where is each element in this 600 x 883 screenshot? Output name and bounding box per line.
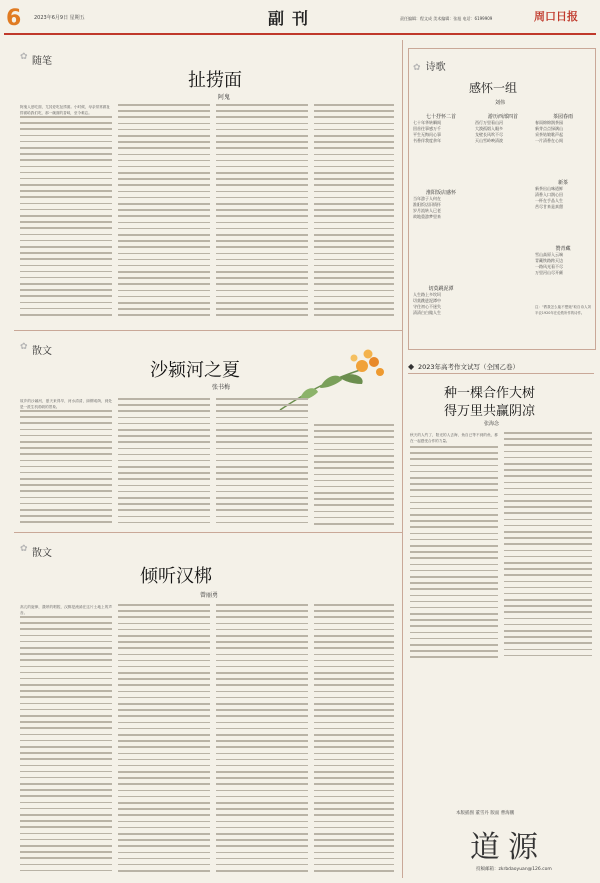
poem-line: 万里河山尽开颜 xyxy=(535,270,563,275)
poem-title: 新茶 xyxy=(557,180,568,186)
poem-line: 雪山高原入云端 xyxy=(535,252,563,257)
poem-line: 一杯在手品人生 xyxy=(535,198,563,203)
poem-4 xyxy=(475,113,531,144)
poem-line: 一片清香在心间 xyxy=(535,138,563,143)
poetry-footnote: 注："教我怎么能不想她"取自诗人刘半农1920年在伦敦所作的诗作。 xyxy=(535,305,591,315)
poem-line: 书香伴我度余年 xyxy=(413,138,441,143)
essay-body-col2 xyxy=(504,432,592,666)
poetry-box xyxy=(408,48,596,350)
poem-line: 新茶出山味道鲜 xyxy=(535,186,563,191)
section-label-sanwen xyxy=(20,342,60,357)
article-body-col3 xyxy=(216,604,308,878)
poem-line: 平生无悔问心事 xyxy=(413,132,441,137)
footer-brand: 道源 xyxy=(470,830,546,865)
article-body-col2 xyxy=(118,398,210,528)
poem-line: 西行万里看山河 xyxy=(475,120,503,125)
poem-line: 一路风光看不尽 xyxy=(535,264,563,269)
poem-line: 故地重游梦里来 xyxy=(413,214,441,219)
poetry-title: 感怀一组 xyxy=(469,81,518,95)
decoration-icon: ✿ xyxy=(20,52,28,62)
article-body-col2 xyxy=(118,104,210,326)
masthead-rule xyxy=(4,33,596,35)
poem-title: 七十抒怀二首 xyxy=(425,114,456,120)
poem-line: 春雨绵绵润茶园 xyxy=(535,120,563,125)
article-body-col3 xyxy=(216,398,308,528)
poem-line: 七十年华转瞬间 xyxy=(413,120,441,125)
poem-line: 清香入口润心田 xyxy=(535,192,563,197)
essay-title-1: 种一棵合作大树 xyxy=(444,386,536,401)
poem-title: 茶园春雨 xyxy=(552,114,573,120)
column-divider xyxy=(402,40,403,878)
article-text: 故乡的沙颍河，夏天来得早，河水清清，绿柳成荫，到处是一派生机勃勃的景象。 xyxy=(20,399,112,410)
poem-line: 回首往事感万千 xyxy=(413,126,441,131)
divider xyxy=(14,532,402,533)
poem-line: 大漠孤烟入眼多 xyxy=(475,126,503,131)
article-title: 倾听汉梆 xyxy=(140,566,212,587)
poem-line: 岁月流转人已老 xyxy=(413,208,441,213)
poem-6 xyxy=(535,179,591,210)
poem-1 xyxy=(413,113,469,144)
article-body-col1 xyxy=(20,116,112,326)
section-label: 随笔 xyxy=(32,56,52,67)
article-body-col1 xyxy=(20,410,112,528)
triangle-icon: ◆ xyxy=(408,362,415,371)
article-author: 曾丽勇 xyxy=(200,592,219,599)
poem-line: 采茶姑娘歌声起 xyxy=(535,132,563,137)
poem-line: 守住初心不迷失 xyxy=(413,304,441,309)
masthead xyxy=(0,0,600,34)
poem-title: 赞青藏 xyxy=(555,246,571,252)
poem-line: 人生路上多坎坷 xyxy=(413,292,441,297)
poem-line: 淮阳饭店旧情怀 xyxy=(413,202,441,207)
decoration-icon: ✿ xyxy=(20,544,28,554)
essay-label-bar xyxy=(408,360,594,374)
article-author: 张书梅 xyxy=(212,384,231,391)
issue-date: 2023年6月9日 星期五 xyxy=(34,15,85,21)
essay-text: 秋天的人约了，阳光的人去海，鱼自已等不到的鱼，都在一起感受合作的力量。 xyxy=(410,433,498,444)
poem-2 xyxy=(413,189,469,220)
poem-line: 新芽点点绿满山 xyxy=(535,126,563,131)
poem-5 xyxy=(535,113,591,144)
poem-line: 戈壁长风吹不尽 xyxy=(475,132,503,137)
section-label-shige xyxy=(413,55,446,74)
decoration-icon: ✿ xyxy=(413,63,421,73)
poem-title: 游历西部四首 xyxy=(487,114,518,120)
article-body-col4 xyxy=(314,424,394,528)
article-title: 沙颍河之夏 xyxy=(150,360,240,381)
essay-label: 2023年高考作文试写（全国乙卷） xyxy=(418,363,520,371)
contact-email: 投稿邮箱：zkrbdaoyuan@126.com xyxy=(476,867,552,872)
article-author: 阿鬼 xyxy=(218,94,231,101)
decoration-icon: ✿ xyxy=(20,342,28,352)
article-body-col1 xyxy=(20,616,112,878)
article-text: 阿鬼人爱吃面，尤其爱吃扯捞面。小时候，母亲常常做扯捞面给我们吃，那一碗面的香味，至今难忘。 xyxy=(20,105,110,116)
poem-3 xyxy=(413,285,469,316)
section-label-sanwen-2 xyxy=(20,544,60,559)
article-body-col4 xyxy=(314,604,394,878)
poem-line: 切莫跳进泥潭中 xyxy=(413,298,441,303)
poem-7 xyxy=(535,245,591,276)
poem-title: 淮阳饭店感怀 xyxy=(425,190,456,196)
poem-line: 当年游子人何在 xyxy=(413,196,441,201)
essay-author: 张海念 xyxy=(484,421,500,427)
divider xyxy=(14,330,402,331)
page-number: 6 xyxy=(6,6,22,31)
article-text: 高亢的旋律，激昂的唱腔，汉梆是流淌在这片土地上的声音。 xyxy=(20,605,112,616)
poem-line: 苦尽甘来是真甜 xyxy=(535,204,563,209)
poem-line: 青藏铁路跨天边 xyxy=(535,258,563,263)
newspaper-logo: 周口日报 xyxy=(534,10,578,23)
article-body-col2 xyxy=(118,604,210,878)
editor-credits: 责任编辑：程文成 美术编辑：张旭 电话：6199909 xyxy=(400,16,493,21)
essay-body-col1 xyxy=(410,446,498,666)
poetry-author: 刘伟 xyxy=(495,100,506,106)
section-label: 散文 xyxy=(32,548,52,559)
section-label-suibi xyxy=(20,52,60,67)
essay-title-2: 得万里共赢阴凉 xyxy=(444,404,536,419)
footer-credits: 本版插图 董雪丹 版面 曹海鹏 xyxy=(456,811,515,816)
section-label: 诗歌 xyxy=(425,62,446,73)
label-underline xyxy=(408,373,594,374)
article-body-col3 xyxy=(216,104,308,326)
poem-title: 切莫跳泥潭 xyxy=(428,286,454,292)
section-title: 副刊 xyxy=(268,9,317,28)
poem-line: 清清白白做人生 xyxy=(413,310,441,315)
poem-line: 天山雪岭映清波 xyxy=(475,138,503,143)
article-title: 扯捞面 xyxy=(188,70,242,91)
article-body-col4 xyxy=(314,104,394,326)
section-label: 散文 xyxy=(32,346,52,357)
